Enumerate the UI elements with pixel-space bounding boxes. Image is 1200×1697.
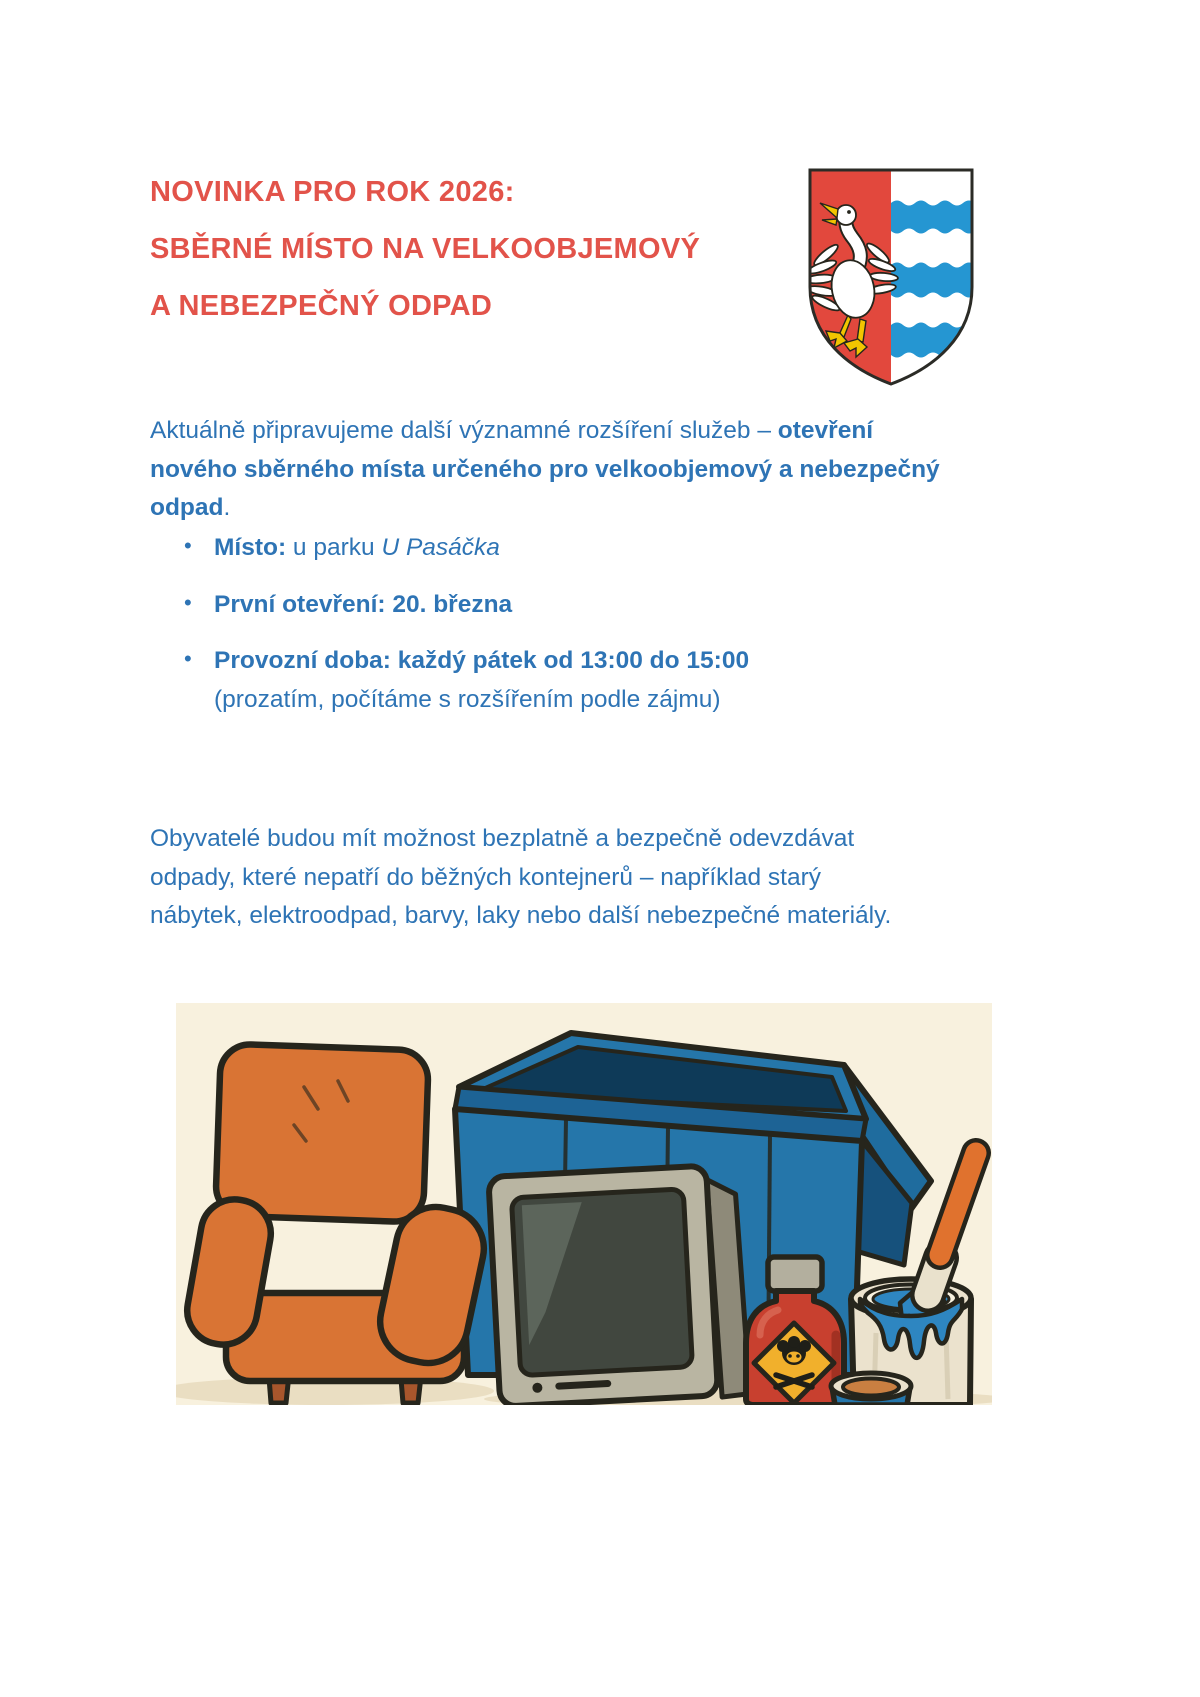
- shield-blue-waves: [891, 201, 975, 358]
- bullet-item-place: [150, 529, 1030, 568]
- bullet-marker-icon: •: [184, 589, 192, 615]
- page-title-line-3: A NEBEZPEČNÝ ODPAD: [150, 290, 493, 322]
- intro-line-3: [150, 489, 1030, 528]
- outro-line-1: Obyvatelé budou mít možnost bezplatně a bezpečně odevzdávat: [150, 825, 855, 852]
- page-title: [150, 164, 700, 335]
- bullet-first-opening-text: První otevření: 20. března: [214, 590, 513, 618]
- bullet-opening-hours-text: Provozní doba: každý pátek od 13:00 do 15:00: [214, 647, 750, 674]
- intro-line-3-normal: .: [223, 494, 231, 521]
- bullet-place-label: Místo:: [214, 534, 287, 561]
- intro-line-1: [150, 412, 1030, 451]
- intro-line-1-normal: Aktuálně připravujeme další významné rozšíření služeb –: [150, 417, 778, 444]
- outro-paragraph: [150, 820, 1050, 936]
- bullet-item-first-opening: [150, 586, 1030, 625]
- intro-line-2-bold: nového sběrného místa určeného pro velkoobjemový a nebezpečný: [150, 455, 940, 483]
- bullet-list: [150, 529, 1030, 737]
- intro-line-3-bold: odpad: [150, 494, 224, 521]
- intro-line-1-bold: otevření: [777, 417, 874, 444]
- page-title-line-1: NOVINKA PRO ROK 2026:: [150, 176, 515, 208]
- bullet-opening-hours-note: (prozatím, počítáme s rozšířením podle zájmu): [214, 685, 721, 713]
- bullet-item-opening-hours: [150, 642, 1030, 719]
- page-title-line-2: SBĚRNÉ MÍSTO NA VELKOOBJEMOVÝ: [150, 233, 701, 265]
- bullet-marker-icon: •: [184, 533, 192, 558]
- small-paint-can: [831, 1373, 911, 1405]
- bulky-waste-illustration: [176, 1003, 992, 1405]
- crt-tv: [488, 1164, 750, 1405]
- coat-of-arms-icon: [806, 167, 976, 389]
- coat-of-arms-svg: [806, 167, 976, 389]
- bulky-waste-illustration-svg: [176, 1003, 992, 1405]
- bullet-marker-icon: •: [184, 646, 192, 671]
- intro-paragraph: [150, 412, 1030, 528]
- bullet-place-text: u parku: [286, 534, 382, 561]
- outro-line-3: nábytek, elektroodpad, barvy, laky nebo další nebezpečné materiály.: [150, 902, 892, 929]
- intro-line-2: [150, 451, 1030, 490]
- bullet-place-park-name: U Pasáčka: [381, 534, 500, 561]
- outro-line-2: odpady, které nepatří do běžných kontejnerů – například starý: [150, 863, 821, 891]
